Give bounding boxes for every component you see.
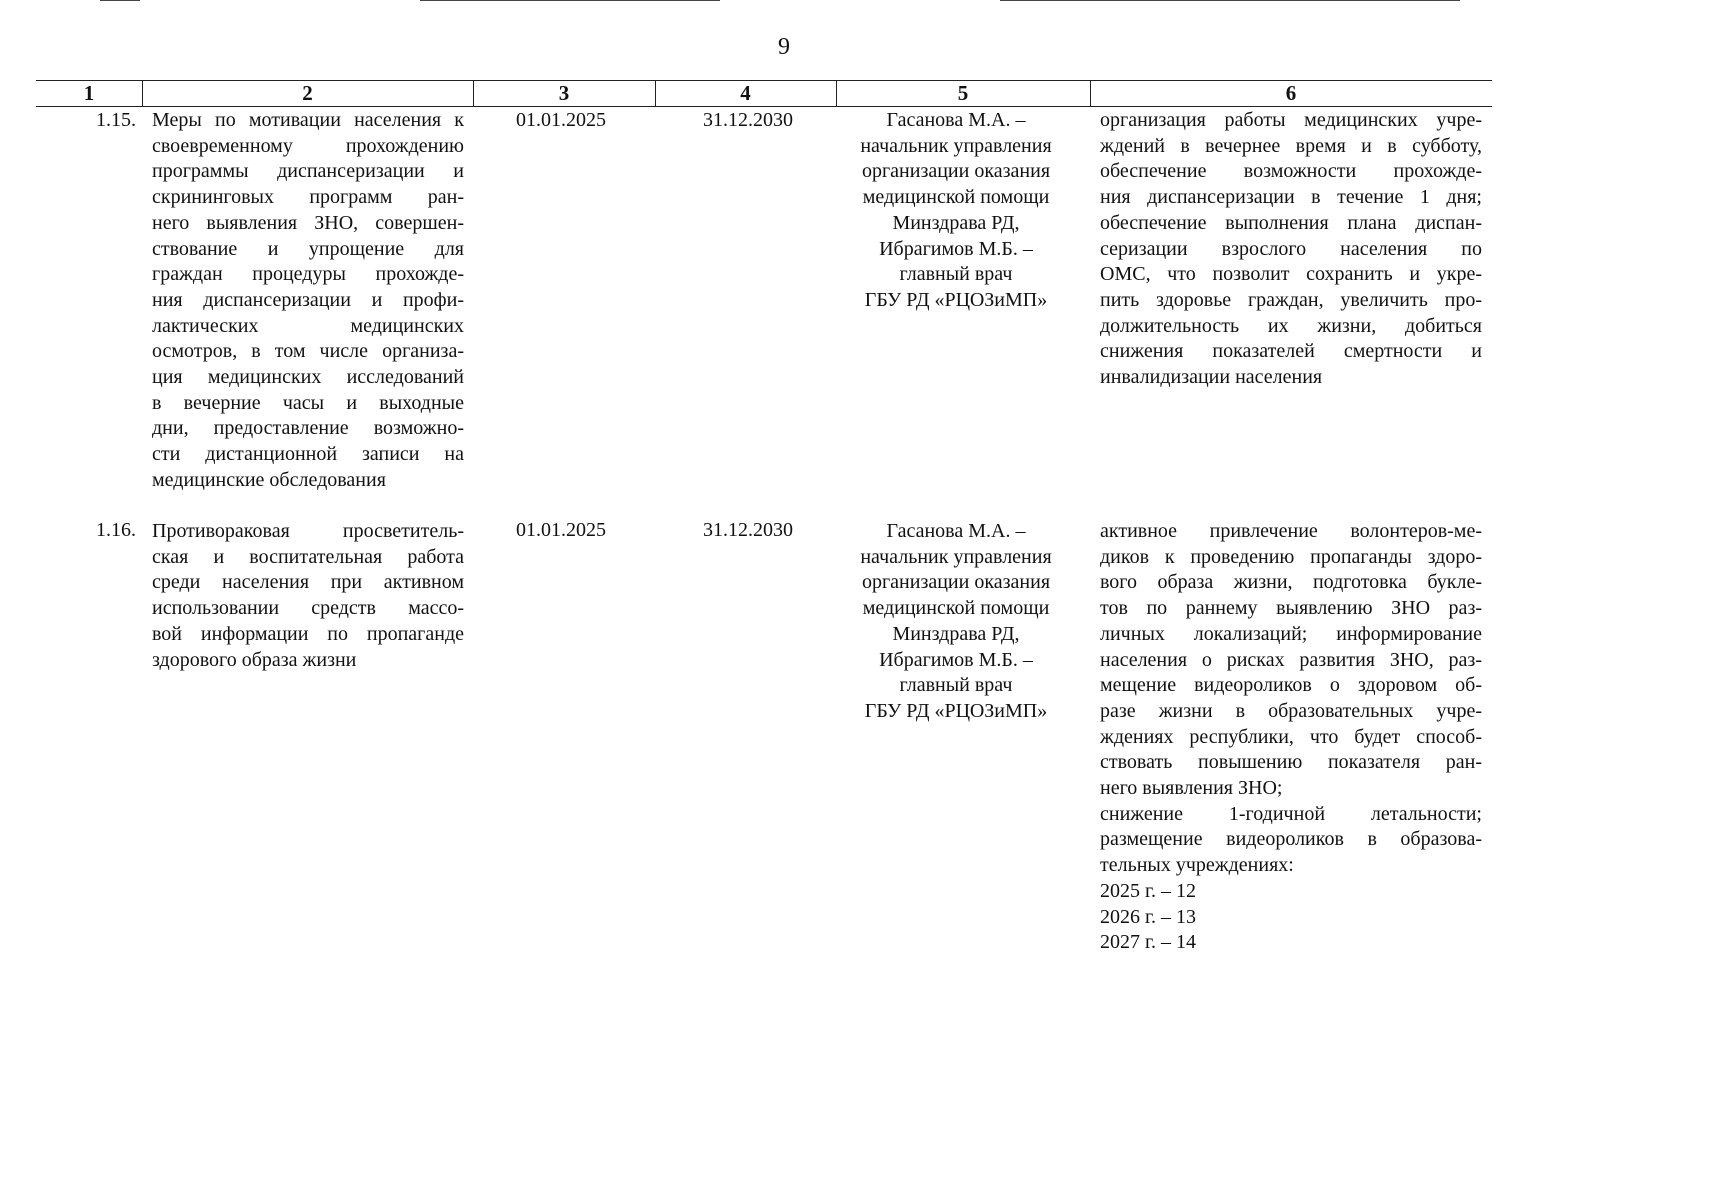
start-date: 01.01.2025 (516, 519, 606, 541)
column-header-3: 3 (558, 81, 570, 105)
top-edge-line (420, 0, 720, 1)
text-line: ГБУ РД «РЦОЗиМП» (864, 699, 1048, 722)
column-header-4: 4 (740, 81, 751, 105)
measure-text (152, 519, 464, 673)
text-line: Ибрагимов М.Б. – (879, 237, 1033, 260)
text-line: Минздрава РД, (892, 622, 1020, 645)
text-line: дни, предоставление возможно- (152, 417, 464, 440)
end-date: 31.12.2030 (703, 519, 793, 541)
text-line: ствовать повышению показателя ран- (1100, 751, 1482, 774)
text-line: тельных учреждениях: (1100, 854, 1294, 877)
text-line: среди населения при активном (152, 571, 464, 594)
text-line: здорового образа жизни (152, 648, 357, 671)
text-line: ГБУ РД «РЦОЗиМП» (864, 288, 1048, 311)
text-line: организации оказания (861, 160, 1051, 183)
text-line: вого образа жизни, подготовка букле- (1100, 571, 1482, 594)
column-header-1: 1 (83, 81, 95, 105)
text-line: скрининговых программ ран- (152, 186, 464, 209)
text-line: медицинской помощи (862, 597, 1050, 620)
responsible-persons (838, 519, 1074, 725)
text-line: ждениях республики, что будет способ- (1100, 725, 1482, 748)
text-line: мещение видеороликов о здоровом об- (1100, 674, 1482, 697)
text-line: него выявления ЗНО; (1100, 777, 1283, 800)
start-date: 01.01.2025 (516, 109, 606, 131)
text-line: ОМС, что позволит сохранить и укре- (1100, 263, 1482, 286)
text-line: населения о рисках развития ЗНО, раз- (1100, 648, 1482, 671)
row-number: 1.16. (96, 519, 136, 541)
text-line: медицинские обследования (152, 468, 386, 491)
column-header-6: 6 (1285, 81, 1297, 105)
text-line: граждан процедуры прохожде- (152, 263, 464, 286)
text-line: обеспечение выполнения плана диспан- (1100, 211, 1482, 234)
text-line: обеспечение возможности прохожде- (1100, 160, 1482, 183)
text-line: диков к проведению пропаганды здоро- (1100, 545, 1482, 568)
text-line: ждений в вечернее время и в субботу, (1100, 134, 1482, 157)
expected-result (1100, 108, 1482, 391)
text-line: ция медицинских исследований (152, 366, 464, 389)
text-line: главный врач (899, 674, 1013, 697)
text-line: снижения показателей смертности и (1100, 340, 1482, 363)
text-line: осмотров, в том числе организа- (152, 340, 464, 363)
text-line: использовании средств массо- (152, 597, 464, 620)
row-number: 1.15. (96, 109, 136, 131)
text-line: тов по раннему выявлению ЗНО раз- (1100, 597, 1482, 620)
top-edge-line (100, 0, 140, 1)
text-line: сти дистанционной записи на (152, 443, 464, 466)
text-line: начальник управления (860, 545, 1052, 568)
text-line: 2027 г. – 14 (1100, 931, 1196, 954)
text-line: в вечерние часы и выходные (152, 391, 464, 414)
text-line: своевременному прохождению (152, 134, 464, 157)
text-line: Минздрава РД, (892, 211, 1020, 234)
text-line: Гасанова М.А. – (886, 520, 1026, 542)
text-line: размещение видеороликов в образова- (1100, 828, 1482, 851)
text-line: ния диспансеризации и профи- (152, 288, 464, 311)
measure-text (152, 108, 464, 494)
text-line: снижение 1-годичной летальности; (1100, 802, 1482, 825)
text-line: вой информации по пропаганде (152, 622, 464, 645)
text-line: программы диспансеризации и (152, 160, 464, 183)
header-bottom-border (36, 106, 1492, 107)
text-line: 2026 г. – 13 (1100, 905, 1196, 928)
text-line: инвалидизации населения (1100, 366, 1323, 389)
text-line: него выявления ЗНО, совершен- (152, 211, 464, 234)
text-line: главный врач (899, 263, 1013, 286)
text-line: Ибрагимов М.Б. – (879, 648, 1033, 671)
column-header-5: 5 (957, 81, 969, 105)
top-edge-line (1000, 0, 1460, 1)
text-line: организация работы медицинских учре- (1100, 109, 1482, 131)
expected-result (1100, 519, 1482, 956)
text-line: должительность их жизни, добиться (1100, 314, 1482, 337)
text-line: лактических медицинских (152, 314, 464, 337)
text-line: организации оказания (861, 571, 1051, 594)
text-line: ствование и упрощение для (152, 237, 464, 260)
text-line: пить здоровье граждан, увеличить про- (1100, 288, 1482, 311)
text-line: Меры по мотивации населения к (152, 109, 464, 131)
column-header-2: 2 (302, 81, 313, 105)
text-line: начальник управления (860, 134, 1052, 157)
text-line: Противораковая просветитель- (152, 520, 464, 542)
text-line: личных локализаций; информирование (1100, 622, 1482, 645)
text-line: медицинской помощи (862, 186, 1050, 209)
text-line: серизации взрослого населения по (1100, 237, 1482, 260)
end-date: 31.12.2030 (703, 109, 793, 131)
text-line: ская и воспитательная работа (152, 545, 464, 568)
text-line: 2025 г. – 12 (1100, 879, 1196, 902)
text-line: ния диспансеризации в течение 1 дня; (1100, 186, 1482, 209)
text-line: Гасанова М.А. – (886, 109, 1026, 131)
text-line: разе жизни в образовательных учре- (1100, 699, 1482, 722)
responsible-persons (838, 108, 1074, 314)
text-line: активное привлечение волонтеров-ме- (1100, 520, 1482, 542)
page-number: 9 (778, 34, 790, 60)
